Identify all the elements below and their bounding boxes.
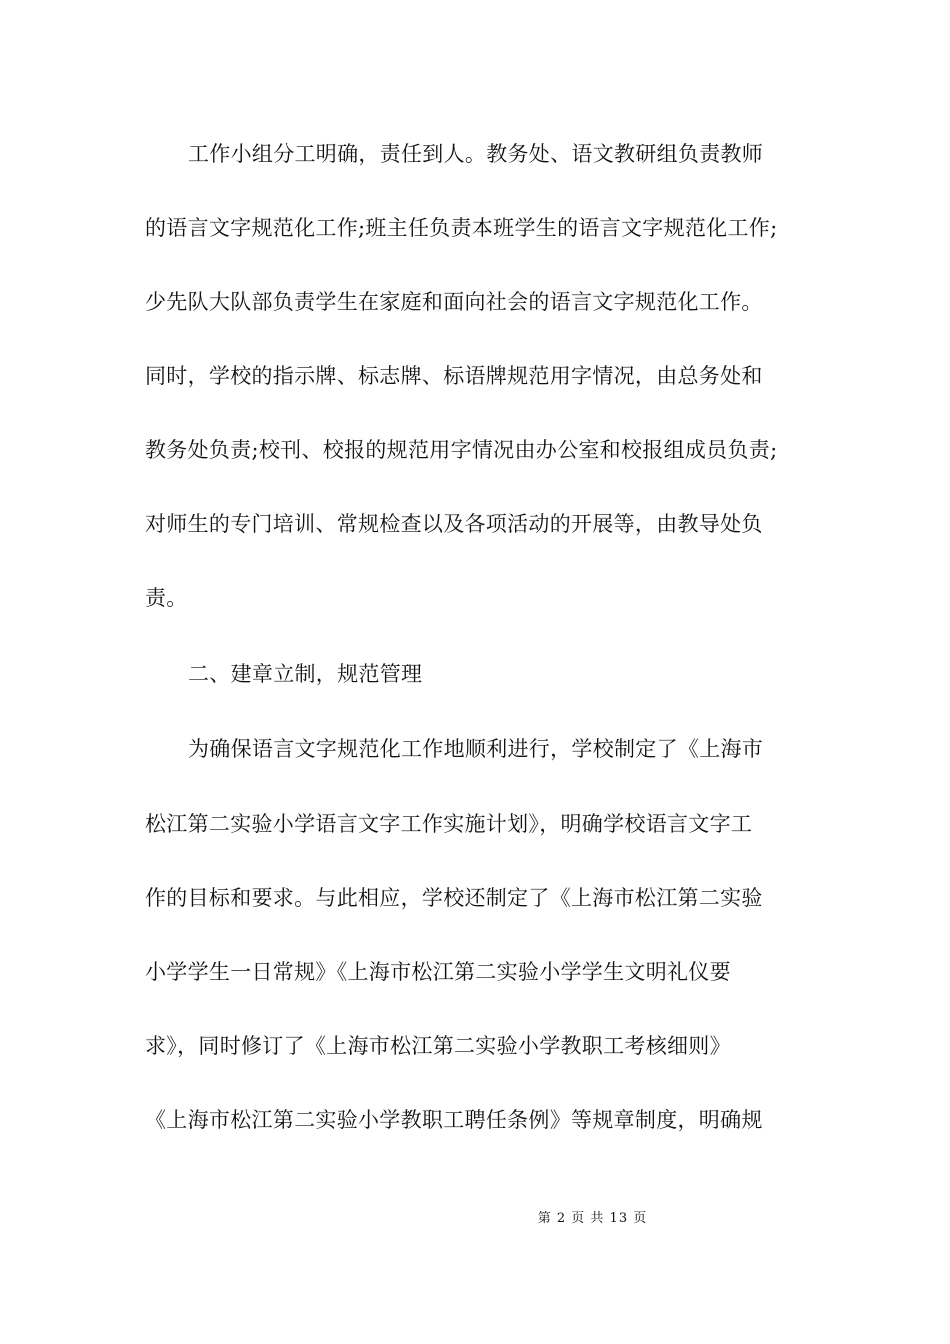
page-number-footer: 第 2 页 共 13 页 <box>537 1211 648 1226</box>
paragraph-line: 松江第二实验小学语言文字工作实施计划》，明确学校语言文字工 <box>145 812 753 836</box>
paragraph-line: 教务处负责;校刊、校报的规范用字情况由办公室和校报组成员负责; <box>145 438 778 462</box>
paragraph-line: 为确保语言文字规范化工作地顺利进行，学校制定了《上海市 <box>188 737 764 761</box>
paragraph-line: 小学学生一日常规》《上海市松江第二实验小学学生文明礼仪要 <box>145 960 731 984</box>
paragraph-line: 工作小组分工明确，责任到人。教务处、语文教研组负责教师 <box>188 142 764 166</box>
paragraph-line: 求》，同时修订了《上海市松江第二实验小学教职工考核细则》 <box>145 1034 731 1058</box>
paragraph-line: 少先队大队部负责学生在家庭和面向社会的语言文字规范化工作。 <box>145 290 763 314</box>
paragraph-line: 同时，学校的指示牌、标志牌、标语牌规范用字情况，由总务处和 <box>145 364 763 388</box>
paragraph-line: 对师生的专门培训、常规检查以及各项活动的开展等，由教导处负 <box>145 512 763 536</box>
section-heading: 二、建章立制，规范管理 <box>188 662 423 686</box>
paragraph-line: 责。 <box>145 586 188 610</box>
paragraph-line: 《上海市松江第二实验小学教职工聘任条例》等规章制度，明确规 <box>145 1108 763 1132</box>
paragraph-line: 作的目标和要求。与此相应，学校还制定了《上海市松江第二实验 <box>145 886 763 910</box>
paragraph-line: 的语言文字规范化工作;班主任负责本班学生的语言文字规范化工作; <box>145 216 778 240</box>
